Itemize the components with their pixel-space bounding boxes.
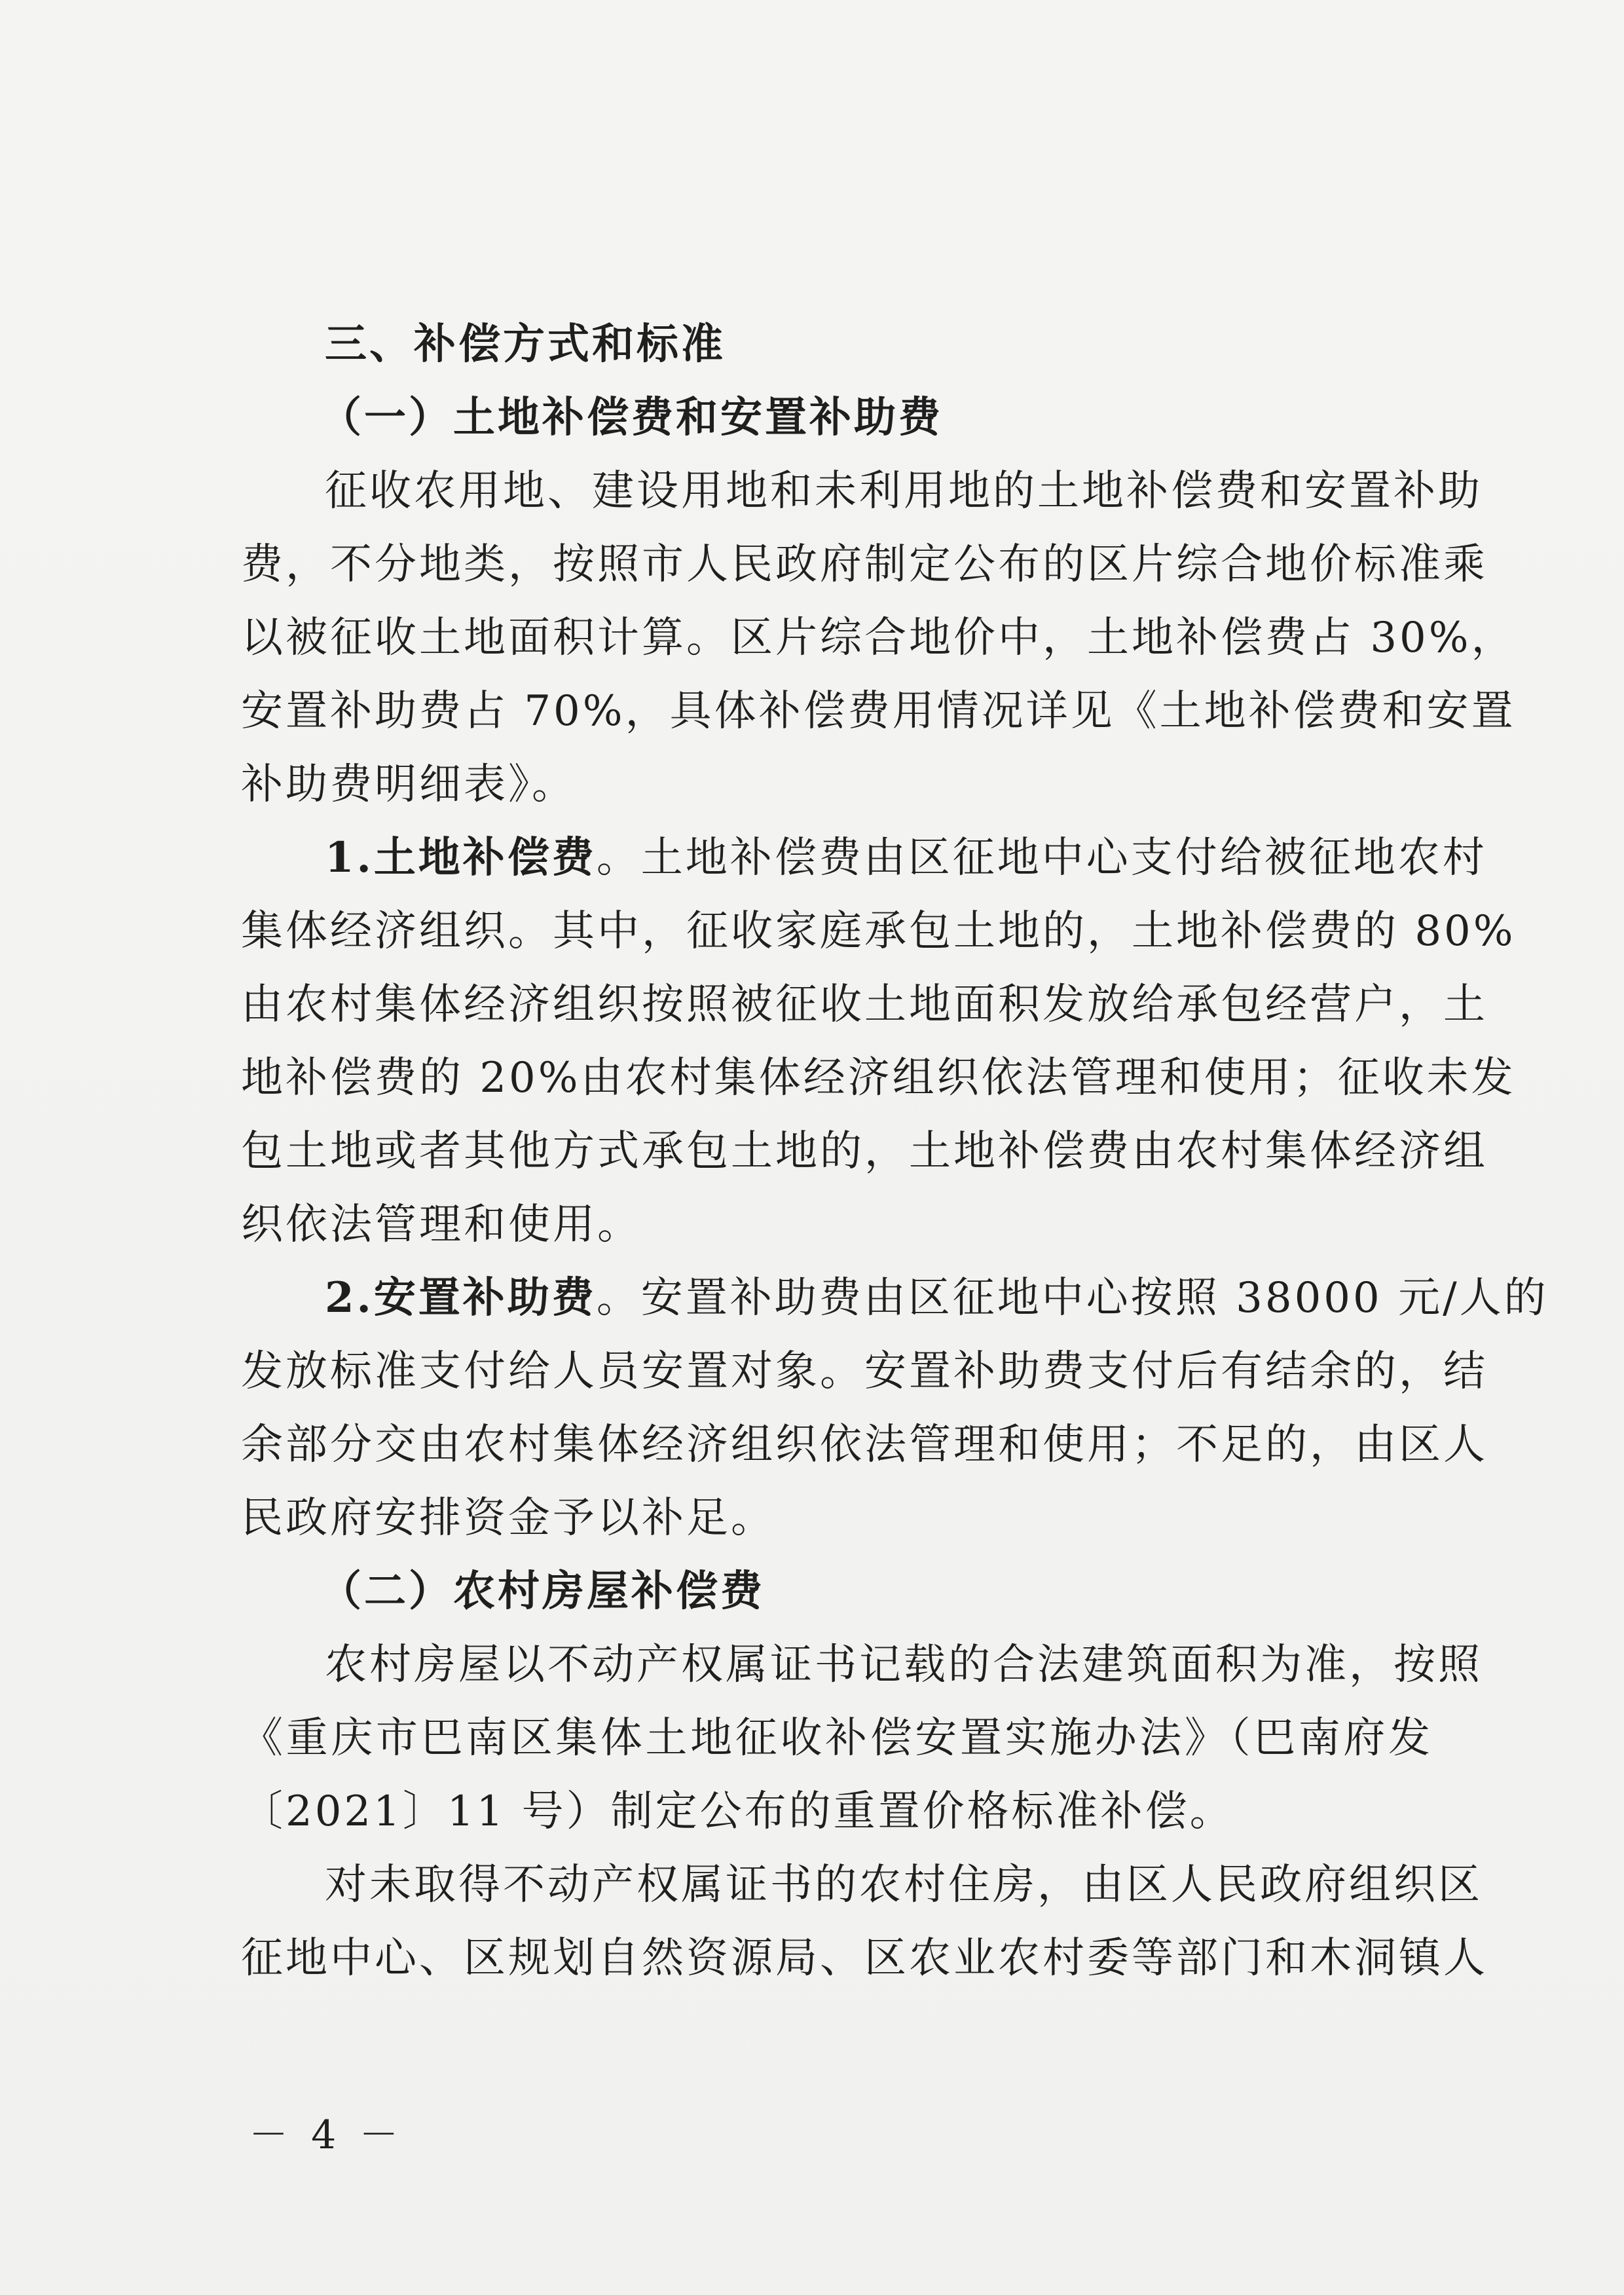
item-1-land-compensation	[241, 821, 1516, 1261]
item-1-first-line	[241, 821, 1487, 895]
item-2-line: 余部分交由农村集体经济组织依法管理和使用；不足的，由区人	[241, 1421, 1488, 1469]
item-1-lead: 1.土地补偿费	[325, 833, 597, 882]
item-1-line: 织依法管理和使用。	[241, 1201, 642, 1249]
paragraph-1-line: 征收农用地、建设用地和未利用地的土地补偿费和安置补助	[325, 467, 1483, 515]
paragraph-1-line: 补助费明细表》。	[241, 760, 576, 809]
paragraph-2-line: 农村房屋以不动产权属证书记载的合法建筑面积为准，按照	[325, 1641, 1483, 1689]
document-body	[241, 308, 1549, 1995]
item-2-line: 民政府安排资金予以补足。	[241, 1494, 775, 1542]
item-1-line: 由农村集体经济组织按照被征收土地面积发放给承包经营户，土	[241, 980, 1488, 1029]
page-number: － 4 －	[249, 2112, 404, 2158]
item-2-line: 发放标准支付给人员安置对象。安置补助费支付后有结余的，结	[241, 1347, 1488, 1396]
section-heading: 三、补偿方式和标准	[325, 320, 726, 369]
paragraph-3-line: 对未取得不动产权属证书的农村住房，由区人民政府组织区	[325, 1861, 1483, 1909]
paragraph-2-line: 〔2021〕11 号）制定公布的重置价格标准补偿。	[241, 1787, 1234, 1836]
paragraph-2-line: 《重庆市巴南区集体土地征收补偿安置实施办法》（巴南府发	[241, 1714, 1433, 1763]
subsection-heading-1: （一）土地补偿费和安置补助费	[320, 393, 943, 442]
paragraph-1-line: 以被征收土地面积计算。区片综合地价中，土地补偿费占 30%，	[241, 614, 1516, 662]
paragraph-1-line: 安置补助费占 70%，具体补偿费用情况详见《土地补偿费和安置	[241, 687, 1516, 736]
subsection-heading-2: （二）农村房屋补偿费	[320, 1567, 765, 1616]
paragraph-1	[241, 455, 1516, 821]
paragraph-3	[241, 1848, 1488, 1995]
item-1-line: 地补偿费的 20%由农村集体经济组织依法管理和使用；征收未发	[241, 1054, 1516, 1102]
item-1-line: 包土地或者其他方式承包土地的，土地补偿费由农村集体经济组	[241, 1127, 1488, 1176]
item-1-first-rest: 。土地补偿费由区征地中心支付给被征地农村	[596, 834, 1487, 882]
item-2-resettlement-subsidy	[241, 1261, 1549, 1555]
item-2-first-rest: 。安置补助费由区征地中心按照 38000 元/人的	[596, 1274, 1549, 1322]
paragraph-1-line: 费，不分地类，按照市人民政府制定公布的区片综合地价标准乘	[241, 540, 1488, 589]
item-1-line: 集体经济组织。其中，征收家庭承包土地的，土地补偿费的 80%	[241, 907, 1516, 956]
item-2-lead: 2.安置补助费	[325, 1273, 597, 1322]
paragraph-3-line: 征地中心、区规划自然资源局、区农业农村委等部门和木洞镇人	[241, 1934, 1488, 1983]
item-2-first-line	[241, 1261, 1549, 1335]
paragraph-2	[241, 1628, 1483, 1848]
